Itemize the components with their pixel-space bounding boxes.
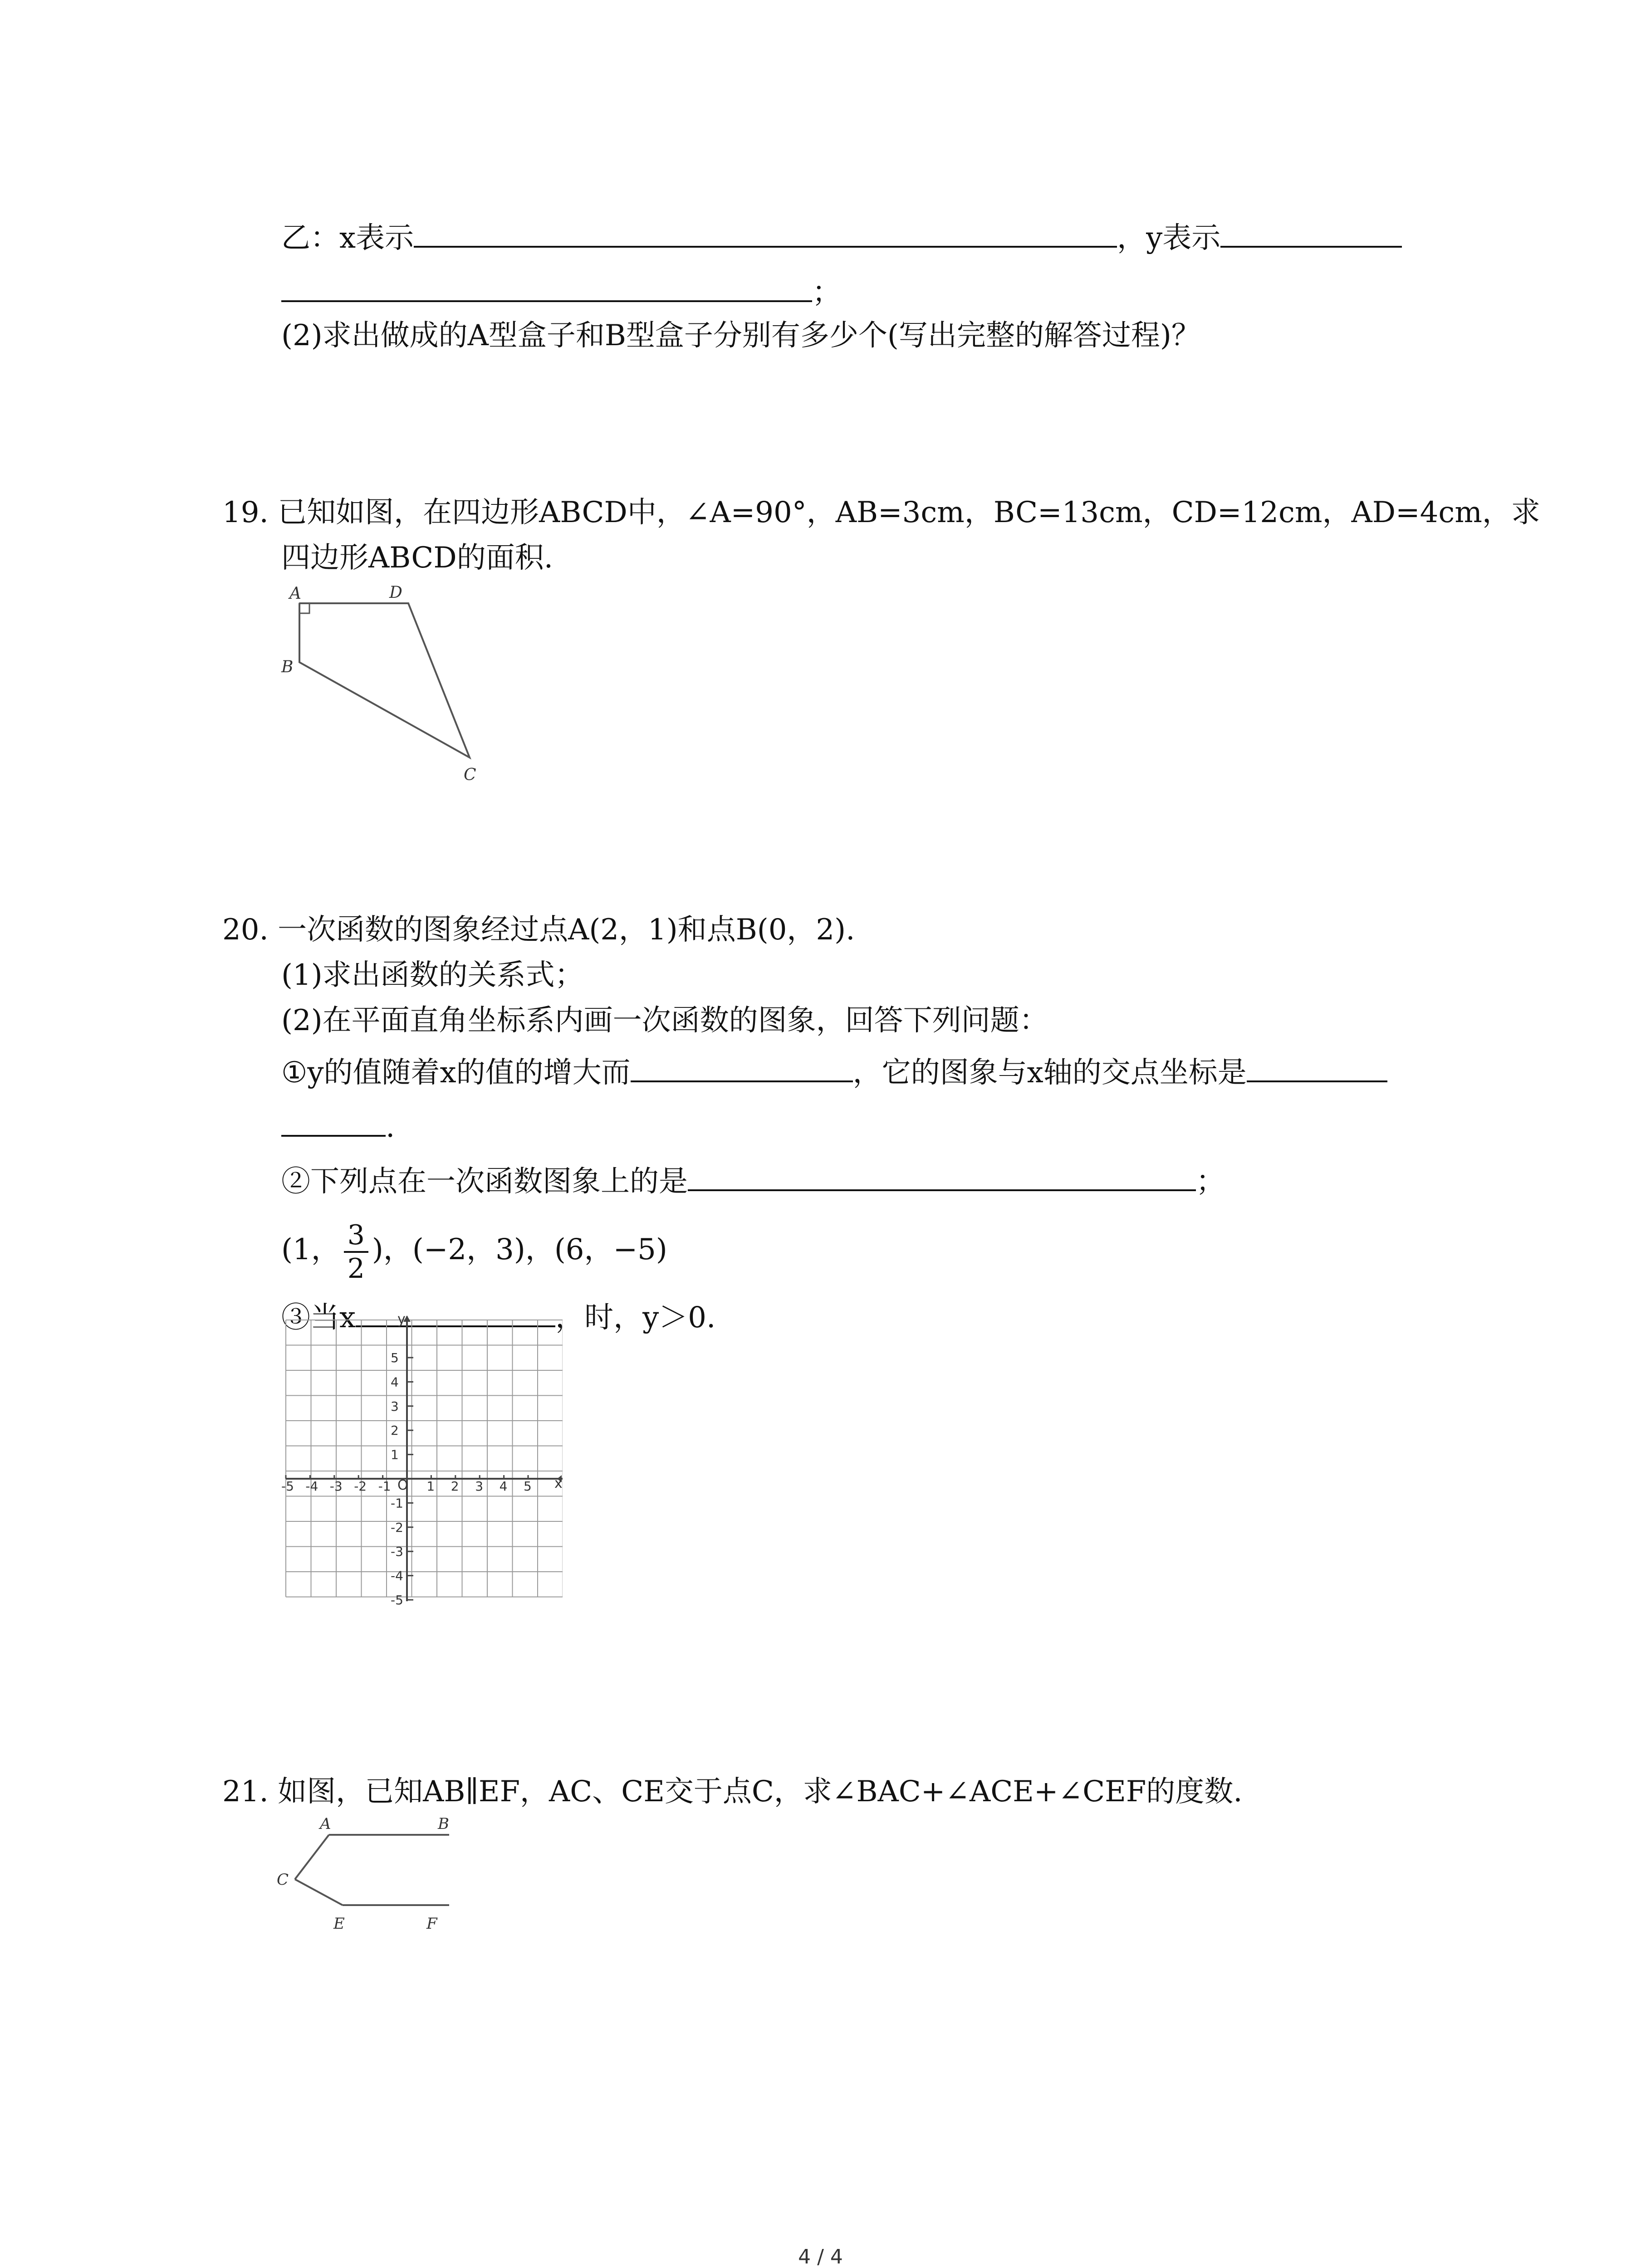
label-a: A bbox=[289, 584, 301, 603]
x-tick-label: -3 bbox=[329, 1479, 343, 1494]
q18-part2: (2)求出做成的A型盒子和B型盒子分别有多少个(写出完整的解答过程)？ bbox=[281, 319, 1200, 352]
q20-part1: (1)求出函数的关系式； bbox=[281, 958, 584, 992]
coordinate-grid bbox=[277, 1311, 563, 1610]
candidate-points bbox=[281, 1216, 667, 1284]
x-tick-label: -1 bbox=[378, 1479, 391, 1494]
x-tick-label: 5 bbox=[524, 1479, 532, 1494]
label-a: A bbox=[320, 1815, 331, 1833]
segment-ac bbox=[295, 1835, 329, 1879]
q20-item1-continuation bbox=[281, 1107, 395, 1145]
y-tick-label: -5 bbox=[391, 1593, 403, 1608]
y-tick-label: 5 bbox=[391, 1350, 399, 1365]
q19-text-line2: 四边形ABCD的面积. bbox=[281, 541, 554, 575]
yi-line bbox=[281, 218, 1402, 256]
grid-lines bbox=[286, 1320, 563, 1597]
x-tick-label: -4 bbox=[305, 1479, 318, 1494]
points-rest: )，(−2，3)，(6，−5) bbox=[372, 1233, 667, 1266]
x-tick-label: -5 bbox=[281, 1479, 294, 1494]
label-c: C bbox=[464, 766, 476, 784]
answer-blank-points[interactable] bbox=[688, 1161, 1196, 1191]
answer-blank-y-start[interactable] bbox=[1220, 218, 1402, 248]
parallel-lines-figure bbox=[270, 1810, 460, 1941]
y-tick-label: 3 bbox=[391, 1398, 399, 1414]
semicolon: ； bbox=[1196, 1165, 1225, 1198]
y-axis-label: y bbox=[397, 1311, 406, 1327]
label-c: C bbox=[277, 1871, 289, 1889]
quadrilateral-outline bbox=[299, 603, 470, 758]
answer-blank-y-end[interactable] bbox=[281, 272, 812, 302]
answer-blank-intercept-start[interactable] bbox=[1247, 1052, 1387, 1082]
y-tick-label: 2 bbox=[391, 1423, 399, 1438]
x-tick-label: 3 bbox=[475, 1479, 484, 1494]
y-tick-label: -1 bbox=[391, 1496, 403, 1511]
y-tick-label: -3 bbox=[391, 1544, 403, 1559]
answer-blank-x[interactable] bbox=[414, 218, 1117, 248]
right-angle-mark bbox=[299, 603, 309, 613]
q20-item1-prefix: ①y的值随着x的值的增大而 bbox=[281, 1056, 631, 1090]
q21-text: 21. 如图，已知AB∥EF，AC、CE交于点C，求∠BAC+∠ACE+∠CEF的度数. bbox=[222, 1775, 1243, 1809]
points-open: (1， bbox=[281, 1233, 340, 1266]
y-tick-label: -4 bbox=[391, 1568, 403, 1584]
q20-item1 bbox=[281, 1052, 1387, 1091]
answer-blank-trend[interactable] bbox=[631, 1052, 853, 1082]
q20-text: 20. 一次函数的图象经过点A(2，1)和点B(0，2). bbox=[222, 913, 855, 947]
origin-label: O bbox=[397, 1477, 408, 1493]
period: . bbox=[386, 1110, 395, 1144]
fraction-denominator: 2 bbox=[347, 1252, 365, 1285]
y-tick-label: 4 bbox=[391, 1374, 399, 1390]
q20-item1-mid: ，它的图象与x轴的交点坐标是 bbox=[852, 1056, 1247, 1090]
segment-ce bbox=[295, 1879, 343, 1905]
q20-item3-prefix: ③当x bbox=[281, 1301, 356, 1334]
y-tick-label: 1 bbox=[391, 1447, 399, 1462]
x-tick-label: -2 bbox=[354, 1479, 367, 1494]
page-number: 4 / 4 bbox=[798, 2245, 843, 2268]
x-tick-label: 1 bbox=[426, 1479, 435, 1494]
yi-mid: ，y表示 bbox=[1117, 221, 1221, 255]
label-e: E bbox=[333, 1915, 345, 1933]
label-b: B bbox=[281, 658, 294, 676]
q19-text-line1: 19. 已知如图，在四边形ABCD中，∠A=90°，AB=3cm，BC=13cm，CD=12cm，AD=4cm，求 bbox=[222, 496, 1540, 529]
answer-blank-intercept-end[interactable] bbox=[281, 1107, 386, 1137]
quadrilateral-abcd-figure bbox=[268, 576, 522, 789]
label-f: F bbox=[426, 1915, 437, 1933]
semicolon: ； bbox=[812, 276, 841, 309]
yi-prefix: 乙：x表示 bbox=[281, 221, 414, 255]
q20-part2: (2)在平面直角坐标系内画一次函数的图象，回答下列问题： bbox=[281, 1004, 1048, 1037]
yi-continuation bbox=[281, 272, 841, 311]
label-b: B bbox=[438, 1815, 449, 1833]
q20-item2-prefix: ②下列点在一次函数图象上的是 bbox=[281, 1165, 688, 1198]
x-axis-label: x bbox=[554, 1476, 563, 1491]
q20-item2 bbox=[281, 1161, 1225, 1200]
y-tick-label: -2 bbox=[391, 1520, 403, 1535]
q20-item3-suffix: ，时，y＞0. bbox=[555, 1301, 716, 1334]
x-tick-label: 4 bbox=[499, 1479, 508, 1494]
x-tick-label: 2 bbox=[451, 1479, 459, 1494]
fraction-three-halves bbox=[344, 1219, 368, 1285]
label-d: D bbox=[389, 583, 402, 602]
fraction-numerator: 3 bbox=[344, 1219, 368, 1253]
